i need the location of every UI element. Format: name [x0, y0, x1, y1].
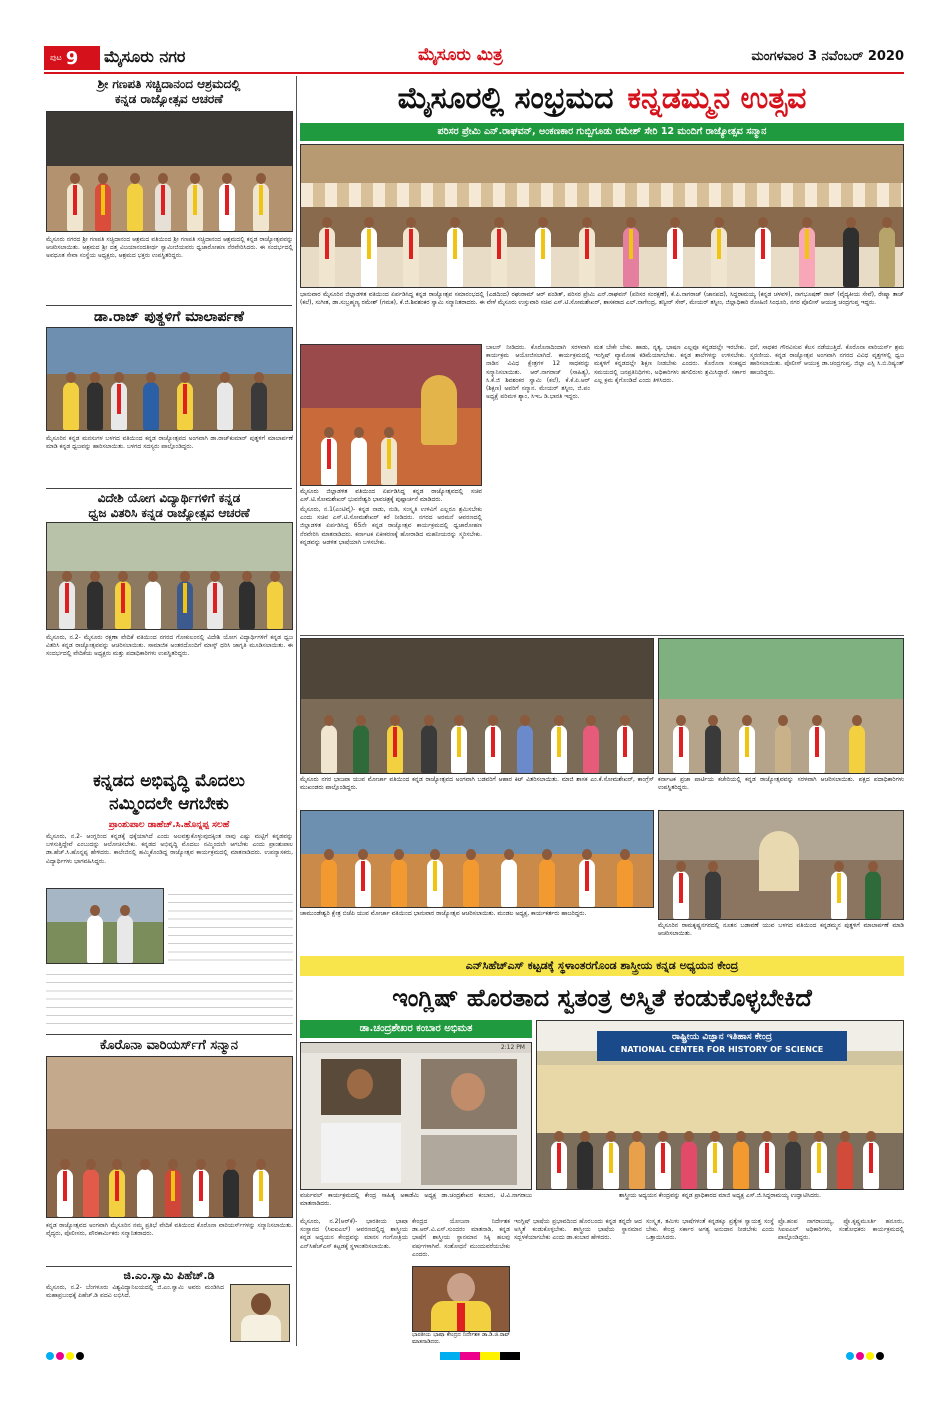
food-kit-photo: [300, 638, 654, 774]
ashram-photo: [46, 111, 293, 232]
story1-title-line2: ಕನ್ನಡ ರಾಜ್ಯೋತ್ಸವ ಆಚರಣೆ: [114, 92, 223, 106]
bottom-col5: ಪ್ರೊ.ಹಂಪ ನಾಗರಾಜಯ್ಯ, ಪ್ರೊ.ಕೃಷ್ಣಮೂರ್ತಿ ಹನೂರು, ಸಿಐಐಎಲ್ ಅಧಿಕಾರಿಗಳು, ಸಂಶೋಧಕರು ಕಾರ್ಯಕ್ರಮದಲ್ಲಿ ಪಾಲ್ಗೊಂಡಿದ್ದರು.: [778, 1218, 904, 1242]
kambar-banner: ಡಾ.ಚಂದ್ರಶೇಖರ ಕಂಬಾರ ಅಭಿಮತ: [300, 1020, 532, 1038]
bjp-youth-photo: [300, 810, 654, 908]
center-col3-body: ಮತ ಬೇಕೇ ಬೇಕು. ಹಾಡು, ನೃತ್ಯ, ಭಾಷಣ ಎಲ್ಲವೂ ಕನ್ನಡದಲ್ಲೇ ಇರಬೇಕು. ಇಂಗ್ಲಿಷ್ ವ್ಯಾಮೋಹ ಕಡಿಮೆಯಾಗಬೇಕು. ಕನ್ನಡ ಶಾಲೆಗಳನ್ನು ಉಳಿಸಬೇಕು. ಮಕ್ಕಳಿಗೆ ಕನ್ನಡದಲ್ಲೇ ಶಿಕ್ಷಣ ನೀಡಬೇಕು ಎಂದರು. ಕೊರೊನಾ ಸಂಕಷ್ಟದ ಸಮಯದಲ್ಲಿ ಜನಪ್ರತಿನಿಧಿಗಳು, ಅಧಿಕಾರಿಗಳು ಹಗಲಿರುಳು ಶ್ರಮಿಸಿದ್ದಾರೆ. ಸರ್ಕಾರ ಎಲ್ಲ ಕ್ರಮ ಕೈಗೊಂಡಿದೆ ಎಂದು ತಿಳಿಸಿದರು.: [594, 344, 746, 384]
story4-subtitle: ಪ್ರಾಂಶುಪಾಲ ಡಾಹೆಚ್.ಸಿ.ಹೊನ್ನಪ್ಪ ಸಲಹೆ: [108, 820, 230, 830]
page-label: ಪುಟ: [50, 53, 62, 62]
page-number: 9: [65, 47, 79, 69]
bjp-youth-caption: ಚಾಮುಂಡೇಶ್ವರಿ ಕ್ಷೇತ್ರ ಬಿಜೆಪಿ ಯುವ ಮೋರ್ಚಾ ವತಿಯಿಂದ ಭಾನುವಾರ ರಾಜ್ಯೋತ್ಸವ ಆಚರಿಸಲಾಯಿತು. ಮಂಡಲ ಅಧ್ಯಕ್ಷ, ಕಾರ್ಯಕರ್ತರು ಹಾಜರಿದ್ದರು.: [300, 910, 587, 917]
registration-marks-left: [46, 1352, 84, 1360]
foreign-students-photo: [46, 522, 293, 630]
bottom-col4: ಸಂಸ್ಕೃತ, ತಮಿಳು ಭಾಷೆಗಳಂತೆ ಕನ್ನಡಕ್ಕೂ ಪ್ರತ್ಯೇಕ ಸ್ವಾಯತ್ತ ಸಂಸ್ಥೆ ಬೇಕು. ಕೇಂದ್ರ ಸರ್ಕಾರ ಅಗತ್ಯ ಅನುದಾನ ನೀಡಬೇಕು ಎಂದು ಒತ್ತಾಯಿಸಿದರು.: [646, 1218, 774, 1242]
main-headline-red: ಕನ್ನಡಮ್ಮನ ಉತ್ಸವ: [627, 80, 807, 116]
mid-rule: [300, 635, 904, 636]
virtual-meeting-screenshot: [300, 1042, 532, 1190]
main-headline: [300, 76, 904, 120]
section-name: ಮೈಸೂರು ನಗರ: [104, 47, 186, 66]
bottom-col2: ಕೇಂದ್ರದ ಯೋಜನಾ ನಿರ್ದೇಶಕ ಡಾ.ಆರ್.ವಿ.ಎಸ್.ಸುಂದರಂ ಮಾತನಾಡಿ, ಕನ್ನಡ ಭಾಷೆಗೆ ಶಾಸ್ತ್ರೀಯ ಸ್ಥಾನಮಾನ ಸಿಕ್ಕಿ ಹಲವು ವರ್ಷಗಳಾಗಿವೆ. ಸಂಶೋಧನೆ ಮುಂದುವರೆಯಬೇಕು ಎಂದರು.: [412, 1218, 510, 1258]
obit-portrait: [230, 1284, 290, 1342]
center-col1-body: ಮೈಸೂರು, ನ.1(ಎಂಟಿವೈ)- ಕನ್ನಡ ನಾಡು, ನುಡಿ, ಸಂಸ್ಕೃತಿ ಉಳಿವಿಗೆ ಎಲ್ಲರೂ ಶ್ರಮಿಸಬೇಕು ಎಂದು ಸಚಿವ ಎಸ್.ಟಿ.ಸೋಮಶೇಖರ್ ಕರೆ ನೀಡಿದರು. ನಗರದ ಅರಮನೆ ಆವರಣದಲ್ಲಿ ಜಿಲ್ಲಾಡಳಿತ ಏರ್ಪಡಿಸಿದ್ದ 65ನೇ ಕನ್ನಡ ರಾಜ್ಯೋತ್ಸವ ಕಾರ್ಯಕ್ರಮದಲ್ಲಿ ಧ್ವಜಾರೋಹಣ ನೆರವೇರಿಸಿ ಮಾತನಾಡಿದರು. ಕರ್ನಾಟಕ ಏಕೀಕರಣಕ್ಕೆ ಹೋರಾಡಿದ ಮಹನೀಯರನ್ನು ಸ್ಮರಿಸಬೇಕು. ಕನ್ನಡವನ್ನು ಆಡಳಿತ ಭಾಷೆಯಾಗಿ ಬಳಸಬೇಕು.: [300, 506, 482, 546]
nchs-building-caption: ಶಾಸ್ತ್ರೀಯ ಅಧ್ಯಯನ ಕೇಂದ್ರವನ್ನು ಕನ್ನಡ ಪ್ರಾಧಿಕಾರದ ಮಾಜಿ ಅಧ್ಯಕ್ಷ ಎಸ್.ಜಿ.ಸಿದ್ದರಾಮಯ್ಯ ಉದ್ಘಾಟಿಸಿದರು.: [619, 1192, 821, 1199]
classical-kannada-subhead: ಎನ್‌ಸಿಹೆಚ್‌ಎಸ್ ಕಟ್ಟಡಕ್ಕೆ ಸ್ಥಳಾಂತರಗೊಂಡ ಶಾಸ್ತ್ರೀಯ ಕನ್ನಡ ಅಧ್ಯಯನ ಕೇಂದ್ರ: [300, 956, 904, 976]
registration-marks-right: [846, 1352, 884, 1360]
story2-body: ಮೈಸೂರಿನ ಕನ್ನಡ ಮನಸುಗಳ ಬಳಗದ ವತಿಯಿಂದ ಕನ್ನಡ ರಾಜ್ಯೋತ್ಸವದ ಅಂಗವಾಗಿ ಡಾ.ರಾಜ್‌ಕುಮಾರ್ ಪುತ್ಥಳಿಗೆ ಮಾಲಾರ್ಪಣೆ ಮಾಡಿ ಕನ್ನಡ ಧ್ವಜವನ್ನು ಹಾರಿಸಲಾಯಿತು. ಬಳಗದ ಸದಸ್ಯರು ಪಾಲ್ಗೊಂಡಿದ್ದರು.: [46, 435, 293, 451]
story4-body: ಮೈಸೂರು, ನ.2- ಆಂಗ್ಲರಿಂದ ಕನ್ನಡಕ್ಕೆ ಧಕ್ಕೆಯಾಗಿದೆ ಎಂದು ಅಲವತ್ತುಕೊಳ್ಳುವುದಕ್ಕಿಂತ ನಾವು ಎಷ್ಟು ಮಟ್ಟಿಗೆ ಕನ್ನಡವನ್ನು ಬಳಸುತ್ತಿದ್ದೇವೆ ಎಂಬುದನ್ನು ಆಲೋಚಿಸಬೇಕು. ಕನ್ನಡದ ಅಭಿವೃದ್ಧಿ ಮೊದಲು ನಮ್ಮಿಂದಲೇ ಆಗಬೇಕು ಎಂದು ಪ್ರಾಂಶುಪಾಲ ಡಾ.ಹೆಚ್.ಸಿ.ಹೊನ್ನಪ್ಪ ಹೇಳಿದರು. ಕಾಲೇಜಿನಲ್ಲಿ ಹಮ್ಮಿಕೊಂಡಿದ್ದ ರಾಜ್ಯೋತ್ಸವ ಕಾರ್ಯಕ್ರಮದಲ್ಲಿ ಮಾತನಾಡಿದರು. ಉಪನ್ಯಾಸಕರು, ವಿದ್ಯಾರ್ಥಿಗಳು ಭಾಗವಹಿಸಿದ್ದರು.: [46, 833, 293, 865]
bottom-col1: ಮೈಸೂರು, ನ.2(ಆರ್‌ಕೆ)- ಭಾರತೀಯ ಭಾಷಾ ಸಂಸ್ಥಾನದ (ಸಿಐಐಎಲ್) ಆವರಣದಲ್ಲಿದ್ದ ಶಾಸ್ತ್ರೀಯ ಕನ್ನಡ ಅಧ್ಯಯನ ಕೇಂದ್ರವನ್ನು ಮಾನಸ ಗಂಗೋತ್ರಿಯ ಎನ್‌ಸಿಹೆಚ್‌ಎಸ್ ಕಟ್ಟಡಕ್ಕೆ ಸ್ಥಳಾಂತರಿಸಲಾಯಿತು.: [300, 1218, 408, 1250]
award-ceremony-photo: [300, 144, 904, 288]
story1-title-line1: ಶ್ರೀ ಗಣಪತಿ ಸಚ್ಚಿದಾನಂದ ಆಶ್ರಮದಲ್ಲಿ: [97, 77, 241, 91]
issue-date: ಮಂಗಳವಾರ 3 ನವೆಂಬರ್ 2020: [751, 49, 904, 64]
color-bar: [440, 1352, 520, 1360]
video-time: 2:12 PM: [500, 1044, 525, 1051]
kannadamma-statue-photo: [658, 810, 904, 920]
corona-warriors-photo: [46, 1056, 293, 1218]
story4-title-line2: ನಮ್ಮಿಂದಲೇ ಆಗಬೇಕು: [109, 794, 229, 814]
classical-kannada-headline: ಇಂಗ್ಲಿಷ್ ಹೊರತಾದ ಸ್ವತಂತ್ರ ಅಸ್ಮಿತೆ ಕಂಡುಕೊಳ್ಳಬೇಕಿದೆ: [392, 984, 812, 1012]
kannadamma-statue-caption: ಮೈಸೂರಿನ ರಾಮಕೃಷ್ಣನಗರದಲ್ಲಿ ನೂತನ ಬಡಾವಣೆ ಯುವ ಬಳಗದ ವತಿಯಿಂದ ಕನ್ನಡಮ್ಮನ ಪುತ್ಥಳಿಗೆ ಮಾಲಾರ್ಪಣೆ ಮಾಡಿ ಆಚರಿಸಲಾಯಿತು.: [658, 922, 904, 937]
minister-puja-caption: ಮೈಸೂರು ಜಿಲ್ಲಾಡಳಿತ ವತಿಯಿಂದ ಏರ್ಪಡಿಸಿದ್ದ ಕನ್ನಡ ರಾಜ್ಯೋತ್ಸವದಲ್ಲಿ ಸಚಿವ ಎಸ್.ಟಿ.ಸೋಮಶೇಖರ್ ಭುವನೇಶ್ವರಿ ಭಾವಚಿತ್ರಕ್ಕೆ ಪುಷ್ಪಾರ್ಚನೆ ಮಾಡಿದರು.: [300, 488, 482, 503]
main-subheadline: ಪರಿಸರ ಪ್ರೇಮಿ ಎನ್.ರಾಘವನ್, ಅಂಕಣಕಾರ ಗುಬ್ಬಿಗೂಡು ರಮೇಶ್ ಸೇರಿ 12 ಮಂದಿಗೆ ರಾಜ್ಯೋತ್ಸವ ಸನ್ಮಾನ: [300, 123, 904, 141]
party-office-photo: [658, 638, 904, 774]
obit-title: ಜಿ.ಎಂ.ಸ್ವಾಮಿ ಪಿಹೆಚ್.ಡಿ: [46, 1266, 292, 1283]
story5-title: ಕೊರೊನಾ ವಾರಿಯರ್ಸ್‌ಗೆ ಸನ್ಮಾನ: [46, 1034, 292, 1055]
story1-title: [46, 77, 292, 107]
story5-body: ಕನ್ನಡ ರಾಜ್ಯೋತ್ಸವದ ಅಂಗವಾಗಿ ಮೈಸೂರಿನ ನಮ್ಮ ಪ್ರತಿಭೆ ವೇದಿಕೆ ವತಿಯಿಂದ ಕೊರೊನಾ ವಾರಿಯರ್ಸ್‌ಗಳನ್ನು ಸನ್ಮಾನಿಸಲಾಯಿತು. ವೈದ್ಯರು, ಪೊಲೀಸರು, ಪೌರಕಾರ್ಮಿಕರು ಸನ್ಮಾನಿತರಾದರು.: [46, 1222, 293, 1238]
story3-title: [46, 488, 292, 521]
rajkumar-statue-photo: [46, 327, 293, 431]
masthead-rule: [44, 72, 904, 74]
story4-body-tail: [46, 968, 293, 1030]
building-sign-english: NATIONAL CENTER FOR HISTORY OF SCIENCE: [620, 1045, 824, 1054]
food-kit-caption: ಮೈಸೂರು ನಗರ ಭಾಜಪಾ ಯುವ ಮೋರ್ಚಾ ವತಿಯಿಂದ ಕನ್ನಡ ರಾಜ್ಯೋತ್ಸವದ ಅಂಗವಾಗಿ ಬಡವರಿಗೆ ಆಹಾರ ಕಿಟ್ ವಿತರಿಸಲಾಯಿತು. ಮಾಜಿ ಶಾಸಕ ಎಂ.ಕೆ.ಸೋಮಶೇಖರ್, ಕಾಂಗ್ರೆಸ್ ಮುಖಂಡರು ಪಾಲ್ಗೊಂಡಿದ್ದರು.: [300, 776, 654, 791]
bottom-col3: ಇಂಗ್ಲಿಷ್ ಭಾಷೆಯ ಪ್ರಭಾವದಿಂದ ಹೊರಬಂದು ಕನ್ನಡ ತನ್ನದೇ ಆದ ಅಸ್ಮಿತೆ ಕಂಡುಕೊಳ್ಳಬೇಕು. ಶಾಸ್ತ್ರೀಯ ಭಾಷೆಯ ಸ್ಥಾನಮಾನ ಸದ್ಬಳಕೆಯಾಗಬೇಕು ಎಂದು ಡಾ.ಕಂಬಾರ ಹೇಳಿದರು.: [514, 1218, 642, 1242]
director-portrait: [412, 1266, 510, 1332]
story1-body: ಮೈಸೂರು ನಗರದ ಶ್ರೀ ಗಣಪತಿ ಸಚ್ಚಿದಾನಂದ ಆಶ್ರಮದ ವತಿಯಿಂದ ಶ್ರೀ ಗಣಪತಿ ಸಚ್ಚಿದಾನಂದ ಆಶ್ರಮದಲ್ಲಿ ಕನ್ನಡ ರಾಜ್ಯೋತ್ಸವವನ್ನು ಆಚರಿಸಲಾಯಿತು. ಆಶ್ರಮದ ಶ್ರೀ ದತ್ತ ವಿಜಯಾನಂದತೀರ್ಥ ಸ್ವಾಮೀಜಿಯವರು ಧ್ವಜಾರೋಹಣ ನೆರವೇರಿಸಿದರು. ಈ ಸಂದರ್ಭದಲ್ಲಿ ಅವಧೂತ ಸೇವಾ ಸಂಸ್ಥೆಯ ಅಧ್ಯಕ್ಷರು, ಆಶ್ರಮದ ಭಕ್ತರು ಉಪಸ್ಥಿತರಿದ್ದರು.: [46, 236, 293, 260]
minister-puja-photo: [300, 344, 482, 486]
story3-title-line1: ವಿದೇಶಿ ಯೋಗ ವಿದ್ಯಾರ್ಥಿಗಳಿಗೆ ಕನ್ನಡ: [97, 491, 241, 505]
principal-speech-photo: [46, 888, 164, 964]
main-headline-black: ಮೈಸೂರಲ್ಲಿ ಸಂಭ್ರಮದ: [397, 80, 614, 116]
building-sign-kannada: ರಾಷ್ಟ್ರೀಯ ವಿಜ್ಞಾನ ಇತಿಹಾಸ ಕೇಂದ್ರ: [672, 1032, 772, 1042]
virtual-meeting-caption: ವರ್ಚುವಲ್ ಕಾರ್ಯಕ್ರಮದಲ್ಲಿ ಕೇಂದ್ರ ಸಾಹಿತ್ಯ ಅಕಾಡೆಮಿ ಅಧ್ಯಕ್ಷ ಡಾ.ಚಂದ್ರಶೇಖರ ಕಂಬಾರ, ಟಿ.ವಿ.ನಾಗರಾಜು ಮಾತನಾಡಿದರು.: [300, 1192, 532, 1207]
story3-body: ಮೈಸೂರು, ನ.2- ಮೈಸೂರು ರಕ್ಷಣಾ ವೇದಿಕೆ ವತಿಯಿಂದ ನಗರದ ಗೋಕುಲಂನಲ್ಲಿ ವಿದೇಶಿ ಯೋಗ ವಿದ್ಯಾರ್ಥಿಗಳಿಗೆ ಕನ್ನಡ ಧ್ವಜ ವಿತರಿಸಿ ಕನ್ನಡ ರಾಜ್ಯೋತ್ಸವವನ್ನು ಆಚರಿಸಲಾಯಿತು. ಸಾಮಾಜಿಕ ಅಂತರದೊಂದಿಗೆ ಮಾಸ್ಕ್ ಧರಿಸಿ ಜಾಗೃತಿ ಮೂಡಿಸಲಾಯಿತು. ಈ ಸಂದರ್ಭದಲ್ಲಿ ವೇದಿಕೆಯ ಅಧ್ಯಕ್ಷರು ಮತ್ತು ಪದಾಧಿಕಾರಿಗಳು ಉಪಸ್ಥಿತರಿದ್ದರು.: [46, 634, 293, 658]
page-number-badge: [44, 46, 100, 70]
center-col2-body: ಬಾಲನ್ ನೀಡಿದರು. ಕೊರೊನಾದಿಂದಾಗಿ ಸರಳವಾಗಿ ಕಾರ್ಯಕ್ರಮ ಆಯೋಜಿಸಲಾಗಿದೆ. ಕಾರ್ಯಕ್ರಮದಲ್ಲಿ ನಾಡಿನ ವಿವಿಧ ಕ್ಷೇತ್ರಗಳ 12 ಸಾಧಕರನ್ನು ಸನ್ಮಾನಿಸಲಾಯಿತು. ಆರ್.ನಾಗರಾಜ್ (ಸಾಹಿತ್ಯ), ಸಿ.ಕೆ.ಜಿ ಶಿವಶಂಕರ ಸ್ವಾಮಿ (ಕಲೆ), ಕೆ.ಕೆ.ಪಿ.ಆರ್ (ಶಿಕ್ಷಣ) ಅವರಿಗೆ ಸನ್ಮಾನ. ಮೇಯರ್ ತಸ್ನೀಂ, ಜಿ.ಪಂ ಅಧ್ಯಕ್ಷೆ ಪರಿಮಳ ಶ್ಯಾಂ, ಸಿಇಒ ಡಿ.ಭಾರತಿ ಇದ್ದರು.: [486, 344, 590, 401]
story4-title-line1: ಕನ್ನಡದ ಅಭಿವೃದ್ಧಿ ಮೊದಲು: [93, 771, 245, 791]
story4-title: [46, 770, 292, 816]
center-col4-body: ಧನೆ, ಸಾಧಕರ ಗೌರವಿಸುವ ಕೆಲಸ ನಡೆಯುತ್ತಿದೆ. ಕೊರೊನಾ ವಾರಿಯರ್ಸ್ ಶ್ರಮ ಸ್ಮರಣೀಯ. ಕನ್ನಡ ರಾಜ್ಯೋತ್ಸವ ಅಂಗವಾಗಿ ನಗರದ ವಿವಿಧ ವೃತ್ತಗಳಲ್ಲಿ ಧ್ವಜ ಹಾರಿಸಲಾಯಿತು. ಪೊಲೀಸ್ ಆಯುಕ್ತ ಡಾ.ಚಂದ್ರಗುಪ್ತ, ಜಿಲ್ಲಾ ಎಸ್ಪಿ ಸಿ.ಬಿ.ರಿಷ್ಯಂತ್ ಹಾಜರಿದ್ದರು.: [750, 344, 904, 376]
party-office-caption: ಕರ್ನಾಟಕ ಪ್ರಜಾ ಪಾರ್ಟಿಯ ಕಚೇರಿಯಲ್ಲಿ ಕನ್ನಡ ರಾಜ್ಯೋತ್ಸವವನ್ನು ಸರಳವಾಗಿ ಆಚರಿಸಲಾಯಿತು. ಪಕ್ಷದ ಪದಾಧಿಕಾರಿಗಳು ಉಪಸ್ಥಿತರಿದ್ದರು.: [658, 776, 904, 791]
paper-logo: ಮೈಸೂರು ಮಿತ್ರ: [418, 45, 503, 65]
nchs-building-photo: [536, 1020, 904, 1190]
story4-body-cont: [168, 888, 293, 964]
director-portrait-caption: ಭಾರತೀಯ ಭಾಷಾ ಕೇಂದ್ರದ ನಿರ್ದೇಶಕ ಡಾ.ಡಿ.ಜಿ.ರಾವ್ ಮಾತನಾಡಿದರು.: [412, 1332, 510, 1345]
story3-title-line2: ಧ್ವಜ ವಿತರಿಸಿ ಕನ್ನಡ ರಾಜ್ಯೋತ್ಸವ ಆಚರಣೆ: [88, 506, 250, 520]
column-divider: [296, 76, 297, 1346]
award-ceremony-caption: ಭಾನುವಾರ ಮೈಸೂರಿನ ಜಿಲ್ಲಾಡಳಿತ ವತಿಯಿಂದ ಏರ್ಪಡಿಸಿದ್ದ ಕನ್ನಡ ರಾಜ್ಯೋತ್ಸವ ಸಮಾರಂಭದಲ್ಲಿ (ಎಡದಿಂದ) ರಘುರಾಮ್ ಆರ್ ಪಂಡಿತ್, ಪರಿಸರ ಪ್ರೇಮಿ ಎನ್.ರಾಘವನ್ (ಪರಿಸರ ಸಂರಕ್ಷಣೆ), ಕೆ.ಪಿ.ನಾಗರಾಜ್ (ಜಾನಪದ), ಸಿದ್ದರಾಮಯ್ಯ (ಕನ್ನಡ ಚಳವಳಿ), ನಾಗಭೂಷಣ್ ರಾವ್ (ವೈದ್ಯಕೀಯ ಸೇವೆ), ರೇಷ್ಮಾ ತಾಜ್ (ಕಲೆ), ಸುಗೀತ, ಡಾ.ಸುಬ್ರಹ್ಮಣ್ಯ ರಮೇಶ್ (ಗಮಕ), ಕೆ.ಜಿ.ಶಿವಶಂಕರ ಸ್ವಾಮಿ ಸನ್ಮಾನಿತರಾದರು. ಈ ವೇಳೆ ಮೈಸೂರು ಉಸ್ತುವಾರಿ ಸಚಿವ ಎಸ್.ಟಿ.ಸೋಮಶೇಖರ್, ಶಾಸಕರಾದ ಎಲ್.ನಾಗೇಂದ್ರ, ತನ್ವೀರ್ ಸೇಠ್, ಮೇಯರ್ ತಸ್ನೀಂ, ಜಿಲ್ಲಾಧಿಕಾರಿ ರೋಹಿಣಿ ಸಿಂಧೂರಿ, ನಗರ ಪೊಲೀಸ್ ಆಯುಕ್ತ ಚಂದ್ರಗುಪ್ತ ಇದ್ದರು.: [300, 291, 904, 306]
obit-body: ಮೈಸೂರು, ನ.2- ಬೆಂಗಳೂರು ವಿಶ್ವವಿದ್ಯಾನಿಲಯದಲ್ಲಿ ಜಿ.ಎಂ.ಸ್ವಾಮಿ ಅವರು ಮಂಡಿಸಿದ ಮಹಾಪ್ರಬಂಧಕ್ಕೆ ಪಿಹೆಚ್.ಡಿ ಪದವಿ ಲಭಿಸಿದೆ.: [46, 1284, 224, 1300]
story2-title: ಡಾ.ರಾಜ್ ಪುತ್ಥಳಿಗೆ ಮಾಲಾರ್ಪಣೆ: [46, 305, 292, 326]
